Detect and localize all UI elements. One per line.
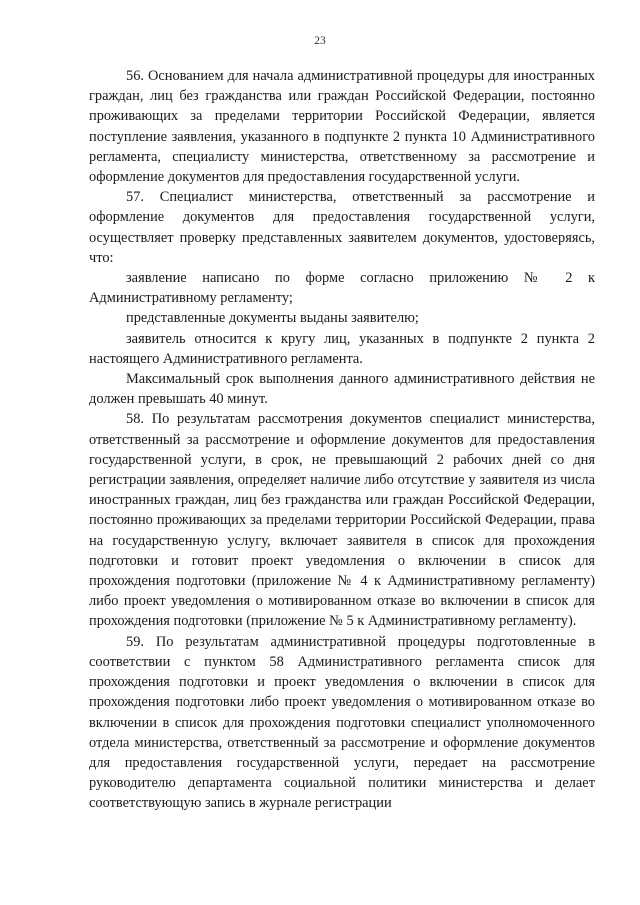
check-item-documents-issued: представленные документы выданы заявителю; [126,310,419,327]
paragraph-58: 58. По результатам рассмотрения документов специалист министерства, ответственный за рассмотрение и оформление документов для предоставления государственной услуги, в срок, не превышающий 2 рабочих дней со дня регистрации заявления, определяет наличие либо отсутствие у заявителя из числа иностранных граждан, лиц без гражданства или граждан Российской Федерации, постоянно проживающих за пределами территории Российской Федерации, права на государственную услугу, включает заявителя в список для прохождения подготовки и готовит проект уведомления о включении в список для прохождения подготовки (приложение № 4 к Административному регламенту) либо проект уведомления о мотивированном отказе во включении в список для прохождения подготовки (приложение № 5 к Административному регламенту). [89,411,595,630]
paragraph-59: 59. По результатам административной процедуры подготовленные в соответствии с пунктом 58 Административного регламента список для прохождения подготовки и проект уведомления о включении в список для прохождения подготовки либо проект уведомления о мотивированном отказе во включении в список для прохождения подготовки специалист уполномоченного отдела министерства, ответственный за рассмотрение и оформление документов для предоставления государственной услуги, передает на рассмотрение руководителю департамента социальной политики министерства и делает соответствующую запись в журнале регистрации [89,633,595,812]
max-duration-paragraph: Максимальный срок выполнения данного административного действия не должен превышать 40 минут. [89,371,595,408]
check-item-application-form: заявление написано по форме согласно приложению № 2 к Административному регламенту; [89,270,595,307]
document-body [89,66,595,814]
paragraph-56: 56. Основанием для начала административной процедуры для иностранных граждан, лиц без гражданства или граждан Российской Федерации, постоянно проживающих за пределами территории Российской Федерации, является поступление заявления, указанного в подпункте 2 пункта 10 Административного регламента, специалисту министерства, ответственному за рассмотрение и оформление документов для предоставления государственной услуги. [89,68,595,186]
page-number: 23 [314,35,326,47]
paragraph-57: 57. Специалист министерства, ответственный за рассмотрение и оформление документов для предоставления государственной услуги, осуществляет проверку представленных заявителем документов, удостоверяясь, что: [89,189,595,266]
check-item-eligible-persons: заявитель относится к кругу лиц, указанных в подпункте 2 пункта 2 настоящего Административного регламента. [89,330,595,367]
